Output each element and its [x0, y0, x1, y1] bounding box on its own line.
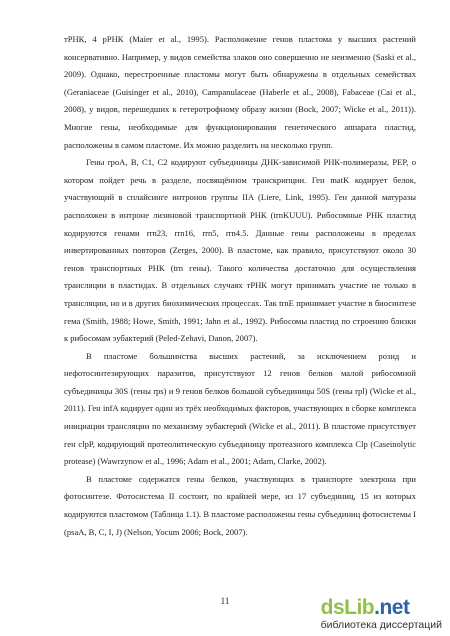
watermark-logo-part1: dsLib	[320, 596, 375, 619]
watermark-tagline: библиотека диссертаций	[320, 619, 442, 631]
dslib-watermark	[321, 597, 442, 631]
watermark-logo	[321, 597, 442, 619]
paragraph-2: Гены rpoA, B, C1, C2 кодируют субъединицы ДНК-зависимой РНК-полимеразы, PEP, о котором пойдет речь в разделе, посвящённом транскрипции. Ген matK кодирует белок, участвующий в сплайсинге интронов группы IIA (Liere, Link, 1995). Ген данной матуразы расположен в интроне лизиновой транспортной РНК (trnKUUU). Рибосомные РНК пластид кодируются генами rrn23, rrn16, rrn5, rrn4.5. Данные гены расположены в пределах инвертированных повторов (Zerges, 2000). В пластоме, как правило, присутствуют около 30 генов транспортных РНК (trn гены). Такого количества достаточно для осуществления трансляции в пластидах. В отдельных случаях тРНК могут принимать участие не только в трансляции, но и в других биохимических процессах. Так trnE принимает участие в биосинтезе гема (Smith, 1988; Howe, Smith, 1991; Jahn et al., 1992). Рибосомы пластид по строению близки к рибосомам эубактерий (Peled-Zehavi, Danon, 2007).	[64, 157, 416, 344]
body-text	[64, 31, 416, 541]
watermark-logo-part2: .net	[374, 596, 410, 619]
paragraph-4: В пластоме содержатся гены белков, участвующих в транспорте электрона при фотосинтезе. Фотосистема II состоит, по крайней мере, из 17 субъединиц, 15 из которых кодируются пластомом (Таблица 1.1). В пластоме расположены гены субъединиц фотосистемы I (psaA, B, C, I, J) (Nelson, Yocum 2006; Bock, 2007).	[64, 473, 416, 537]
page-number: 11	[220, 596, 230, 606]
paragraph-1: тРНК, 4 рРНК (Maier et al., 1995). Расположение генов пластома у высших растений консервативно. Например, у видов семейства злаков оно совершенно не неизменно (Saski et al., 2009). Однако, перестроенные пластомы могут быть обнаружены в отдельных семействах (Geraniaceae (Guisinger et al., 2010), Campanulaceae (Haberle et al., 2008), Fabaceae (Cai et al., 2008), у видов, перешедших к гетеротрофному образу жизни (Bock, 2007; Wicke et al., 2011)). Многие гены, необходимые для функционирования генетического аппарата пластид, расположены в самом пластоме. Их можно разделить на несколько групп.	[64, 34, 416, 150]
paragraph-3: В пластоме большинства высших растений, за исключением розид и нефотосинтезирующих паразитов, присутствуют 12 генов белков малой рибосомной субъединицы 30S (гены rps) и 9 генов белков большой субъединицы 50S (гены rpl) (Wicke et al., 2011). Ген infA кодирует один из трёх необходимых факторов, участвующих в сборке комплекса инициации трансляции по механизму эубактерий (Wicke et al., 2011). В пластоме присутствует ген clpP, кодирующий протеолитическую субъединицу протеазного комплекса Clp (Caseinolytic protease) (Wawrzynow et al., 1996; Adam et al., 2001; Adam, Clarke, 2002).	[64, 350, 416, 467]
